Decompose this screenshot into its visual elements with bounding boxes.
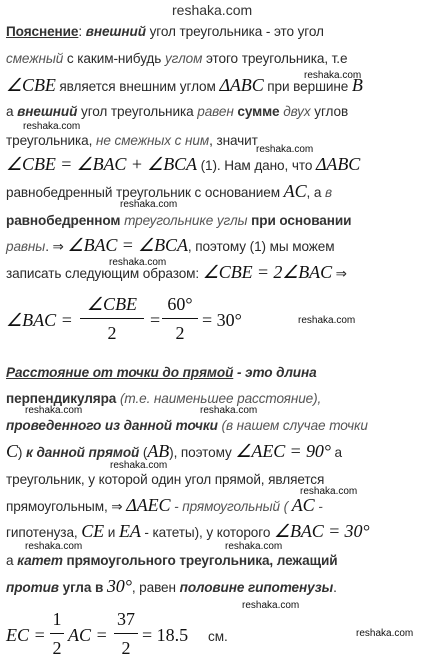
formula-2-denominator-1: 2: [52, 638, 62, 658]
definition-line-9: против угла в 30°, равен половине гипотенузы.: [6, 576, 337, 596]
watermark: reshaka.com: [242, 600, 300, 611]
formula-2-lhs: EC =: [6, 625, 46, 645]
formula-1-numerator-1: ∠CBE: [86, 294, 138, 314]
formula-1-numerator-2: 60°: [167, 294, 193, 314]
explanation-line-6: ∠CBE = ∠BAC + ∠BCA (1). Нам дано, что ΔABC: [6, 154, 361, 174]
formula-2-numerator-2: 37: [117, 609, 135, 629]
formula-2-result: = 18.5: [142, 625, 189, 645]
fraction-bar: [50, 633, 64, 634]
explanation-line-3: ∠CBE является внешним углом ΔABC при вершине B: [6, 75, 363, 95]
definition-line-1: Расстояние от точки до прямой - это длина: [6, 365, 317, 380]
explanation-line-5: треугольника, не смежных с ним, значит: [6, 133, 258, 148]
watermark: reshaka.com: [25, 405, 83, 416]
formula-1-result: = 30°: [202, 310, 242, 330]
watermark-top: reshaka.com: [172, 2, 253, 18]
watermark: reshaka.com: [25, 541, 83, 552]
definition-line-7: гипотенуза, CE и EA - катеты), у которого ∠BAC = 30°: [6, 521, 370, 541]
fraction-bar: [114, 633, 138, 634]
explanation-line-4: а внешний угол треугольника равен сумме двух углов: [6, 104, 349, 119]
watermark: reshaka.com: [256, 144, 314, 155]
watermark: reshaka.com: [304, 70, 362, 81]
watermark: reshaka.com: [298, 315, 356, 326]
fraction-bar: [80, 318, 144, 319]
watermark: reshaka.com: [120, 199, 178, 210]
watermark: reshaka.com: [23, 121, 81, 132]
definition-line-6: прямоугольным, ⇒ ΔAEC - прямоугольный ( AC -: [6, 495, 323, 515]
definition-line-4: C) к данной прямой (AB), поэтому ∠AEC = 90° а: [6, 441, 343, 461]
formula-1-denominator-2: 2: [175, 323, 185, 343]
watermark: reshaka.com: [200, 405, 258, 416]
formula-2-unit: см.: [208, 629, 228, 644]
definition-line-5: треугольник, у которой один угол прямой, является: [6, 472, 325, 487]
watermark: reshaka.com: [225, 541, 283, 552]
explanation-line-10: записать следующим образом: ∠CBE = 2∠BAC ⇒: [6, 262, 347, 282]
watermark: reshaka.com: [300, 486, 358, 497]
watermark: reshaka.com: [356, 628, 414, 639]
formula-2-middle: AC =: [68, 625, 108, 645]
explanation-line-2: смежный с каким-нибудь углом этого треугольника, т.е: [6, 51, 348, 66]
formula-2-numerator-1: 1: [52, 609, 62, 629]
formula-1-denominator-1: 2: [107, 323, 117, 343]
formula-1-equals: =: [150, 310, 161, 330]
formula-2-denominator-2: 2: [121, 638, 131, 658]
explanation-line-8: равнобедренном треугольнике углы при основании: [6, 213, 352, 228]
definition-line-8: а катет прямоугольного треугольника, лежащий: [6, 553, 338, 568]
fraction-bar: [162, 318, 198, 319]
formula-1-lhs: ∠BAC =: [6, 310, 73, 330]
definition-line-2: перпендикуляра (т.е. наименьшее расстояние),: [6, 391, 322, 406]
watermark: reshaka.com: [110, 460, 168, 471]
explanation-line-7: равнобедренный треугольник с основанием AC, а в: [6, 181, 332, 201]
watermark: reshaka.com: [109, 257, 167, 268]
explanation-line-9: равны. ⇒ ∠BAC = ∠BCA, поэтому (1) мы можем: [6, 235, 335, 255]
definition-line-3: проведенного из данной точки (в нашем случае точки: [6, 418, 368, 433]
explanation-line-1: Пояснение: внешний угол треугольника - это угол: [6, 24, 324, 39]
